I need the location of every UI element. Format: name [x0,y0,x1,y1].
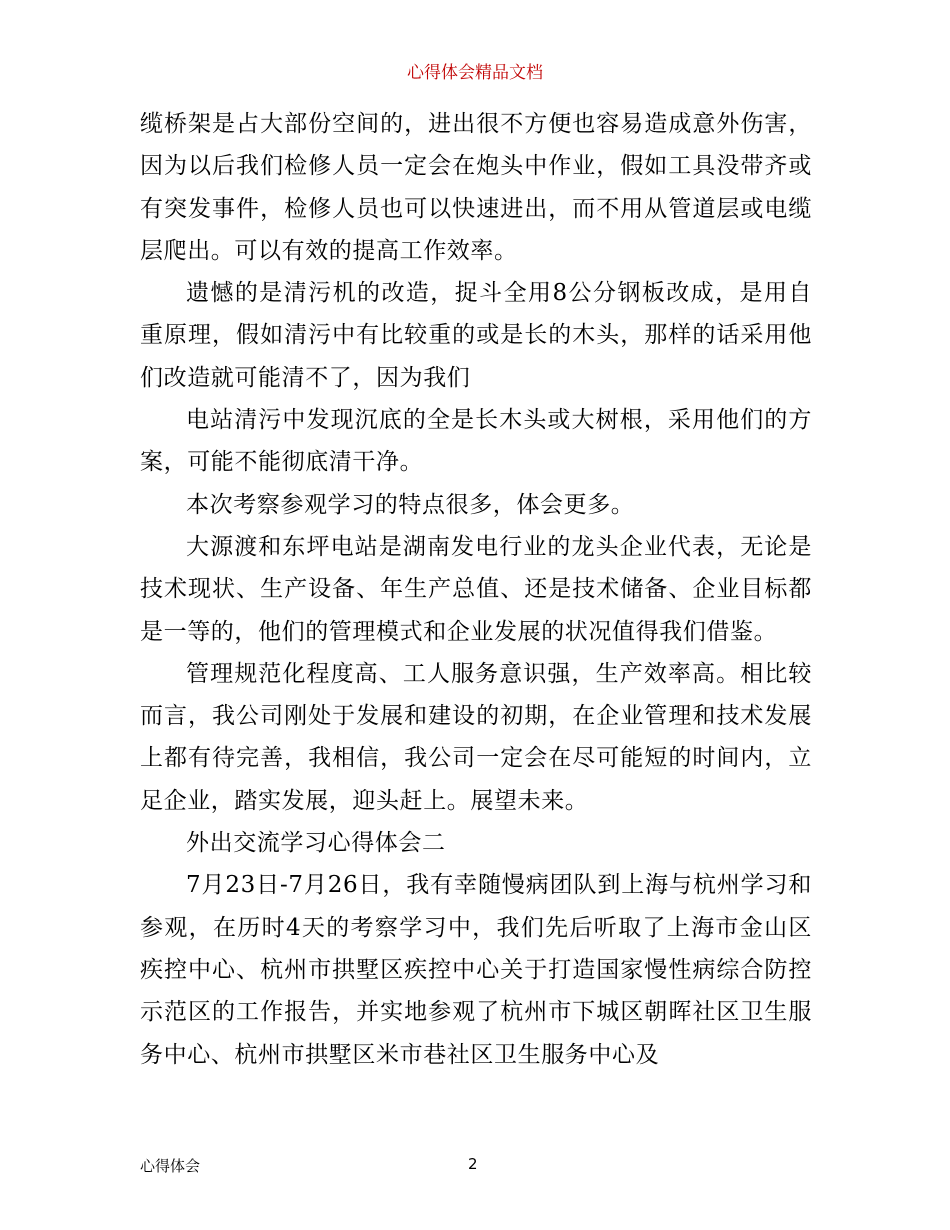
paragraph: 电站清污中发现沉底的全是长木头或大树根，采用他们的方案，可能不能彻底清干净。 [140,407,812,476]
page-header-title: 心得体会精品文档 [407,63,543,83]
footer-label: 心得体会 [140,1157,201,1175]
paragraph-continuation: 缆桥架是占大部份空间的，进出很不方便也容易造成意外伤害，因为以后我们检修人员一定会在炮头中作业，假如工具没带齐或有突发事件，检修人员也可以快速进出，而不用从管道层或电缆层爬出。可以有效的提高工作效率。 [140,111,812,264]
paragraph: 大源渡和东坪电站是湖南发电行业的龙头企业代表，无论是技术现状、生产设备、年生产总值、还是技术储备、企业目标都是一等的，他们的管理模式和企业发展的状况值得我们借鉴。 [140,533,812,645]
paragraph: 遗憾的是清污机的改造，捉斗全用8公分钢板改成，是用自重原理，假如清污中有比较重的或是长的木头，那样的话采用他们改造就可能清不了，因为我们 [140,280,812,391]
paragraph: 管理规范化程度高、工人服务意识强，生产效率高。相比较而言，我公司刚处于发展和建设的初期，在企业管理和技术发展上都有待完善，我相信，我公司一定会在尽可能短的时间内，立足企业，踏实发展，迎头赶上。展望未来。 [140,660,812,814]
document-body [140,103,812,1076]
paragraph: 7月23日-7月26日，我有幸随慢病团队到上海与杭州学习和参观，在历时4天的考察学习中，我们先后听取了上海市金山区疾控中心、杭州市拱墅区疾控中心关于打造国家慢性病综合防控示范区的工作报告，并实地参观了杭州市下城区朝晖社区卫生服务中心、杭州市拱墅区米市巷社区卫生服务中心及 [140,872,812,1068]
page-number: 2 [468,1155,478,1173]
paragraph: 本次考察参观学习的特点很多，体会更多。 [186,491,635,518]
section-heading: 外出交流学习心得体会二 [186,830,446,857]
